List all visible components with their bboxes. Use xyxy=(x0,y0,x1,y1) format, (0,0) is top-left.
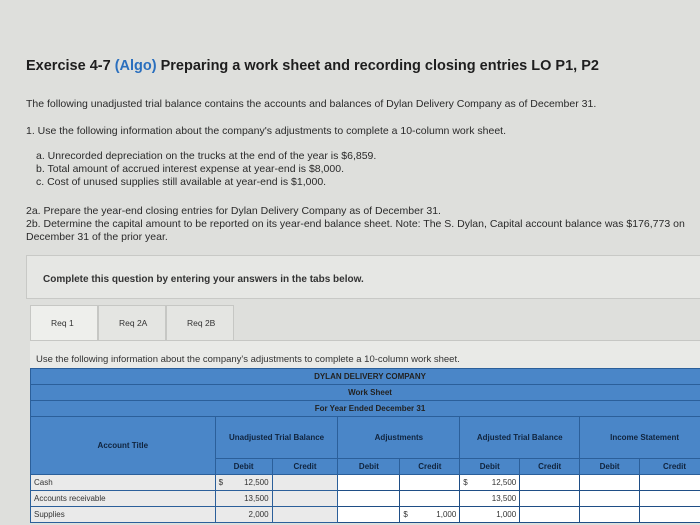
utb-credit xyxy=(272,491,338,507)
adjustment-c: c. Cost of unused supplies still available at year-end is $1,000. xyxy=(36,176,327,188)
utb-debit: 13,500 xyxy=(215,491,272,507)
credit-header: Credit xyxy=(272,459,338,475)
atb-header: Adjusted Trial Balance xyxy=(460,417,580,459)
credit-header: Credit xyxy=(400,459,460,475)
is-debit-input[interactable] xyxy=(580,507,640,523)
is-credit-input[interactable] xyxy=(640,507,700,523)
atb-credit-input[interactable] xyxy=(520,475,580,491)
work-sheet-table xyxy=(30,368,700,523)
table-row xyxy=(31,507,700,523)
account-name: Supplies xyxy=(31,507,216,523)
adj-credit-input[interactable] xyxy=(400,475,460,491)
tab-req-2a[interactable]: Req 2A xyxy=(98,305,166,341)
instruction-text: Complete this question by entering your answers in the tabs below. xyxy=(43,274,364,285)
tab-req-2b[interactable]: Req 2B xyxy=(166,305,234,341)
requirement-2a: 2a. Prepare the year-end closing entries for Dylan Delivery Company as of December 31. xyxy=(26,205,441,217)
atb-credit-input[interactable] xyxy=(520,507,580,523)
account-title-header: Account Title xyxy=(31,417,216,475)
tab-bar xyxy=(30,305,234,341)
table-row xyxy=(31,475,700,491)
utb-credit xyxy=(272,475,338,491)
adjustments-header: Adjustments xyxy=(338,417,460,459)
credit-header: Credit xyxy=(520,459,580,475)
is-debit-input[interactable] xyxy=(580,475,640,491)
is-debit-input[interactable] xyxy=(580,491,640,507)
debit-header: Debit xyxy=(215,459,272,475)
atb-debit-input[interactable]: 1,000 xyxy=(460,507,520,523)
credit-header: Credit xyxy=(640,459,700,475)
utb-debit: 2,000 xyxy=(215,507,272,523)
table-row xyxy=(31,491,700,507)
adjustment-a: a. Unrecorded depreciation on the trucks at the end of the year is $6,859. xyxy=(36,150,377,162)
utb-header: Unadjusted Trial Balance xyxy=(215,417,338,459)
adj-credit-input[interactable]: $ 1,000 xyxy=(400,507,460,523)
atb-debit-input[interactable]: 13,500 xyxy=(460,491,520,507)
debit-header: Debit xyxy=(460,459,520,475)
account-name: Cash xyxy=(31,475,216,491)
page-title: Exercise 4-7 (Algo) Preparing a work sheet and recording closing entries LO P1, P2 xyxy=(26,58,599,74)
account-name: Accounts receivable xyxy=(31,491,216,507)
debit-header: Debit xyxy=(580,459,640,475)
sheet-name: Work Sheet xyxy=(31,385,700,401)
company-name: DYLAN DELIVERY COMPANY xyxy=(31,369,700,385)
atb-credit-input[interactable] xyxy=(520,491,580,507)
requirement-2b: 2b. Determine the capital amount to be reported on its year-end balance sheet. Note: The S. Dylan, Capital account balance was $176,773 on December 31 of the prior year. xyxy=(26,218,685,243)
instruction-box xyxy=(26,255,700,299)
tab-req-1[interactable]: Req 1 xyxy=(30,305,98,341)
requirement-1: 1. Use the following information about the company's adjustments to complete a 10-column work sheet. xyxy=(26,125,507,137)
adj-credit-input[interactable] xyxy=(400,491,460,507)
period: For Year Ended December 31 xyxy=(31,401,700,417)
adj-debit-input[interactable] xyxy=(338,507,400,523)
utb-credit xyxy=(272,507,338,523)
tab-instruction: Use the following information about the company's adjustments to complete a 10-column work sheet. xyxy=(36,354,460,365)
is-credit-input[interactable] xyxy=(640,475,700,491)
atb-debit-input[interactable]: $ 12,500 xyxy=(460,475,520,491)
utb-debit: $ 12,500 xyxy=(215,475,272,491)
income-statement-header: Income Statement xyxy=(580,417,700,459)
adj-debit-input[interactable] xyxy=(338,475,400,491)
is-credit-input[interactable] xyxy=(640,491,700,507)
adjustment-b: b. Total amount of accrued interest expense at year-end is $8,000. xyxy=(36,163,344,175)
adj-debit-input[interactable] xyxy=(338,491,400,507)
tab-content xyxy=(30,340,700,370)
intro-text: The following unadjusted trial balance contains the accounts and balances of Dylan Delivery Company as of December 31. xyxy=(26,98,597,110)
debit-header: Debit xyxy=(338,459,400,475)
